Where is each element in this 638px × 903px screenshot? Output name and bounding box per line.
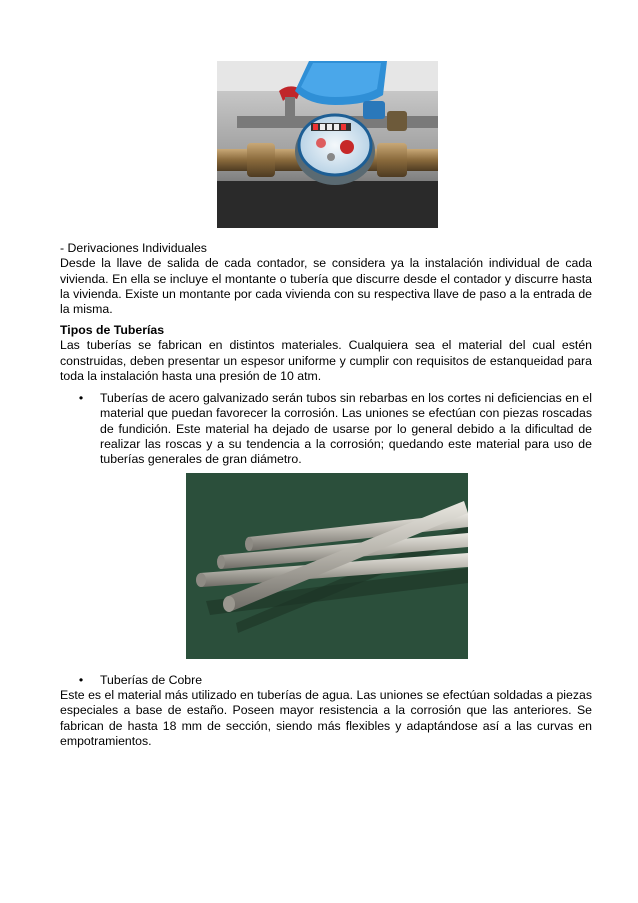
tipos-paragraph: Las tuberías se fabrican en distintos materiales. Cualquiera sea el material del cual estén construidas, deben presentar un espesor uniforme y cumplir con requisitos de estanqueidad para toda la instalación hasta una presión de 10 atm. [60,338,592,383]
galvanized-pipes-photo [186,473,468,659]
cobre-label: Tuberías de Cobre [100,673,203,687]
section-derivaciones [60,241,592,317]
tipos-heading: Tipos de Tuberías [60,323,165,337]
list-item-cobre [60,673,592,688]
list-item-acero [60,391,592,467]
derivaciones-title: - Derivaciones Individuales [60,241,207,255]
acero-paragraph: Tuberías de acero galvanizado serán tubos sin rebarbas en los cortes ni deficiencias en el material que puedan favorecer la corrosión. Las uniones se efectúan con piezas roscadas de fundición. Este material ha dejado de usarse por lo general debido a la dificultad de realizar las roscas y a su tendencia a la corrosión; quedando este material para uso de tuberías generales de gran diámetro. [100,391,592,467]
cobre-paragraph: Este es el material más utilizado en tuberías de agua. Las uniones se efectúan soldadas a piezas especiales a base de estaño. Poseen mayor resistencia a la corrosión que las anteriores. Se fabrican de hasta 18 mm de sección, siendo más flexibles y adaptándose así a las curvas en empotramientos. [60,688,592,748]
pipes-illustration [186,473,468,659]
water-meter-illustration [217,61,438,228]
water-meter-photo [217,61,438,228]
bullet-marker: • [78,391,84,405]
bullet-marker: • [78,673,84,687]
section-tipos-tuberias [60,323,592,384]
derivaciones-paragraph: Desde la llave de salida de cada contador, se considera ya la instalación individual de cada vivienda. En ella se incluye el montante o tubería que discurre desde el contador y discurre hasta la vivienda. Existe un montante por cada vivienda con su respectiva llave de paso a la entrada de la misma. [60,256,592,317]
